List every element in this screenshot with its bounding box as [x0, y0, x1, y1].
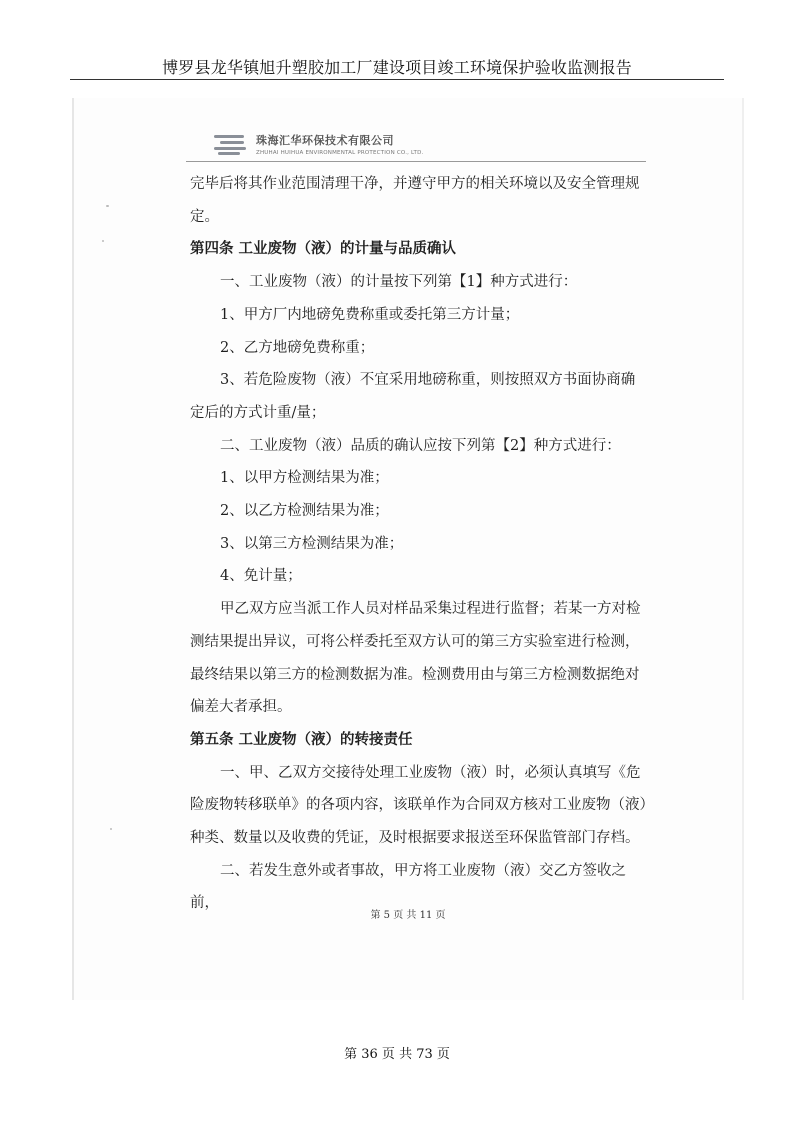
contract-line: 一、甲、乙双方交接待处理工业废物（液）时，必须认真填写《危	[220, 764, 641, 781]
contract-line: 测结果提出异议，可将公样委托至双方认可的第三方实验室进行检测，	[190, 633, 640, 650]
scanned-contract-page	[72, 98, 744, 1000]
inner-page-number: 第 5 页 共 11 页	[370, 910, 446, 921]
contract-line: 4、免计量；	[220, 568, 302, 585]
contract-line: 1、以甲方检测结果为准；	[220, 470, 389, 487]
article-heading: 第四条 工业废物（液）的计量与品质确认	[190, 241, 457, 258]
contract-line: 1、甲方厂内地磅免费称重或委托第三方计量；	[220, 306, 520, 323]
contract-line: 甲乙双方应当派工作人员对样品采集过程进行监督；若某一方对检	[220, 601, 641, 618]
contract-line: 定。	[190, 208, 219, 225]
report-page-number: 第 36 页 共 73 页	[344, 1047, 450, 1062]
contract-line: 偏差大者承担。	[190, 699, 292, 716]
header-rule	[70, 79, 724, 80]
company-letterhead	[214, 132, 424, 156]
scan-speck	[102, 240, 104, 242]
report-title: 博罗县龙华镇旭升塑胶加工厂建设项目竣工环境保护验收监测报告	[162, 58, 632, 77]
contract-line: 3、若危险废物（液）不宜采用地磅称重，则按照双方书面协商确	[220, 372, 636, 389]
contract-line: 险废物转移联单》的各项内容，该联单作为合同双方核对工业废物（液）	[190, 797, 654, 814]
company-name-cn: 珠海汇华环保技术有限公司	[256, 134, 394, 147]
contract-body	[190, 168, 654, 920]
article-heading: 第五条 工业废物（液）的转接责任	[190, 731, 413, 748]
letterhead-rule	[186, 161, 646, 162]
contract-line: 3、以第三方检测结果为准；	[220, 535, 404, 552]
scan-speck	[110, 828, 112, 830]
contract-line: 2、乙方地磅免费称重；	[220, 339, 375, 356]
contract-line: 二、若发生意外或者事故，甲方将工业废物（液）交乙方签收之前，	[190, 862, 626, 912]
contract-line: 2、以乙方检测结果为准；	[220, 503, 389, 520]
contract-line: 二、工业废物（液）品质的确认应按下列第【2】种方式进行：	[220, 437, 621, 454]
company-name-en: ZHUHAI HUIHUA ENVIRONMENTAL PROTECTION CO., LTD.	[256, 150, 424, 156]
company-logo-icon	[214, 133, 248, 155]
contract-line: 完毕后将其作业范围清理干净，并遵守甲方的相关环境以及安全管理规	[190, 176, 640, 192]
contract-line: 最终结果以第三方的检测数据为准。检测费用由与第三方检测数据绝对	[190, 666, 640, 683]
contract-line: 定后的方式计重/量；	[190, 404, 326, 421]
scan-speck	[106, 205, 109, 207]
contract-line: 一、工业废物（液）的计量按下列第【1】种方式进行：	[220, 274, 578, 291]
contract-line: 种类、数量以及收费的凭证，及时根据要求报送至环保监管部门存档。	[190, 830, 640, 847]
